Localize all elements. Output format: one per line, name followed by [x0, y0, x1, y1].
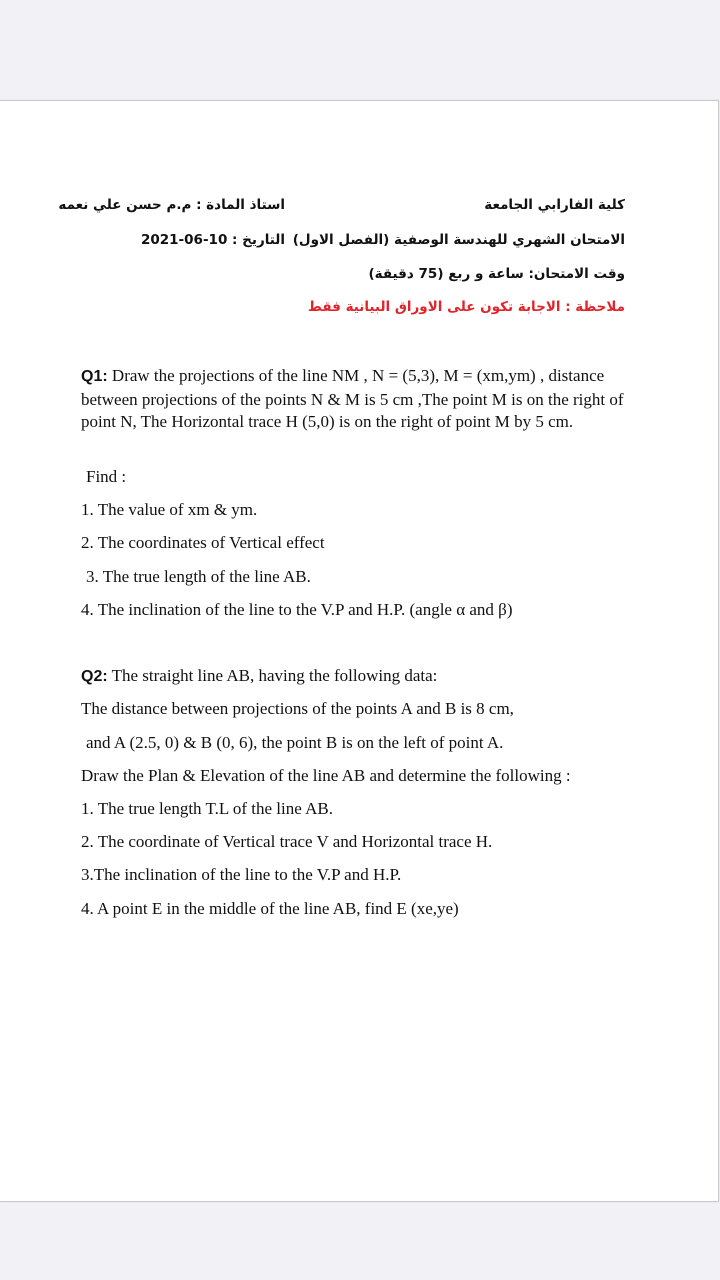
q1-text: Draw the projections of the line NM , N = (5,3), M = (xm,ym) , distance between projections of the points N & M is 5 cm ,The point M is on the right of point N, The Horizontal trace H (5,0) is on the right of point M by 5 cm. [81, 366, 624, 431]
q1-statement [81, 365, 629, 434]
q2-statement [81, 665, 629, 689]
q1-item-3: 3. The true length of the line AB. [86, 567, 311, 586]
q2-text: The straight line AB, having the following data: [107, 666, 438, 685]
q2-line-2: and A (2.5, 0) & B (0, 6), the point B is on the left of point A. [86, 733, 504, 752]
exam-title: الامتحان الشهري للهندسة الوصفية (الفصل الاول) [292, 232, 625, 248]
exam-paper [0, 100, 719, 1202]
q1-item-4: 4. The inclination of the line to the V.P and H.P. (angle α and β) [81, 600, 513, 619]
q2-line-1: The distance between projections of the points A and B is 8 cm, [81, 699, 514, 718]
q2-line-3: Draw the Plan & Elevation of the line AB and determine the following : [81, 766, 571, 785]
college-name: كلية الفارابي الجامعة [484, 197, 625, 213]
q2-line-5: 2. The coordinate of Vertical trace V and Horizontal trace H. [81, 832, 493, 851]
exam-date: التاريخ : 10-06-2021 [140, 232, 285, 248]
instructor: استاذ المادة : م.م حسن علي نعمه [58, 197, 285, 213]
q1-item-2: 2. The coordinates of Vertical effect [81, 533, 325, 552]
exam-time: وقت الامتحان: ساعة و ربع (75 دقيقة) [368, 266, 625, 282]
q1-find: Find : [86, 467, 127, 486]
q1-item-1: 1. The value of xm & ym. [81, 500, 258, 519]
q2-line-4: 1. The true length T.L of the line AB. [81, 799, 333, 818]
q2-line-7: 4. A point E in the middle of the line AB, find E (xe,ye) [81, 899, 459, 918]
q1-label: Q1: [81, 368, 108, 385]
q2-label: Q2: [81, 668, 108, 685]
exam-note: ملاحظة : الاجابة تكون على الاوراق البيانية فقط [307, 299, 625, 315]
q2-line-6: 3.The inclination of the line to the V.P and H.P. [81, 865, 402, 884]
